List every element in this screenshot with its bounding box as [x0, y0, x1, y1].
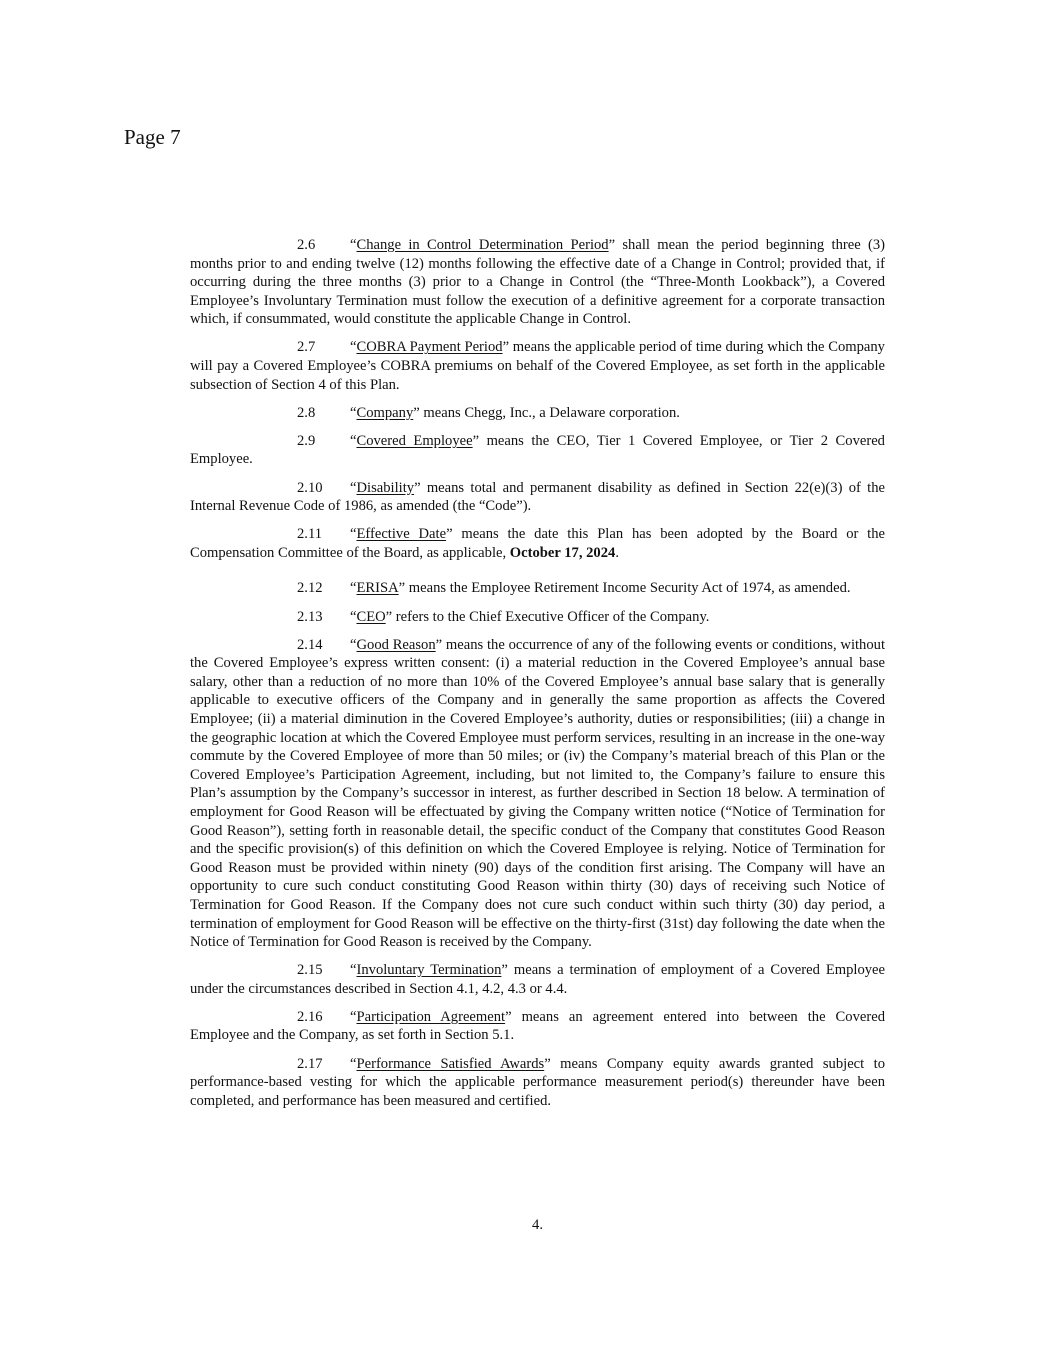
section-2-9: 2.9 “Covered Employee” means the CEO, Tier 1 Covered Employee, or Tier 2 Covered Employee. — [190, 432, 885, 468]
section-2-10: 2.10 “Disability” means total and permanent disability as defined in Section 22(e)(3) of the Internal Revenue Code of 1986, as amended (the “Code”). — [190, 479, 885, 515]
definition-text: means the applicable period of time during which the Company will pay a Covered Employee’s COBRA premiums on behalf of the Covered Employee, as set forth in the applicable subsection of Section 4 of this Plan. — [190, 339, 885, 393]
section-2-7: 2.7 “COBRA Payment Period” means the applicable period of time during which the Company will pay a Covered Employee’s COBRA premiums on behalf of the Covered Employee, as set forth in the applicable subsection of Section 4 of this Plan. — [190, 339, 885, 393]
section-number: 2.9 — [297, 432, 316, 449]
defined-term: Involuntary Termination — [356, 962, 502, 979]
definition-text: means a termination of employment of a Covered Employee under the circumstances described in Section 4.1, 4.2, 4.3 or 4.4. — [190, 962, 885, 997]
document-body — [190, 236, 885, 1120]
definition-text: means an agreement entered into between the Covered Employee and the Company, as set forth in Section 5.1. — [190, 1008, 885, 1044]
section-2-16: 2.16 “Participation Agreement” means an agreement entered into between the Covered Employee and the Company, as set forth in Section 5.1. — [190, 1008, 885, 1044]
section-2-6: 2.6 “Change in Control Determination Period” shall mean the period beginning three (3) months prior to and ending twelve (12) months following the effective date of a Change in Control; provided that, if occurring during the three months (3) prior to a Change in Control (the “Three-Month Lookback”), a Covered Employee’s Involuntary Termination must follow the execution of a definitive agreement for a corporate transaction which, if consummated, would constitute the applicable Change in Control. — [190, 237, 885, 328]
section-number: 2.11 — [297, 526, 322, 543]
defined-term: Covered Employee — [356, 432, 473, 449]
defined-term: CEO — [356, 608, 386, 625]
definition-text: means the Employee Retirement Income Security Act of 1974, as amended. — [405, 580, 851, 597]
definition-text: means Company equity awards granted subject to performance-based vesting for which the applicable performance measurement period(s) thereunder have been completed, and performance has been measured and certified. — [190, 1055, 885, 1109]
definition-text: means the CEO, Tier 1 Covered Employee, or Tier 2 Covered Employee. — [190, 432, 885, 468]
definition-text: means total and permanent disability as defined in Section 22(e)(3) of the Internal Revenue Code of 1986, as amended (the “Code”). — [190, 479, 885, 515]
section-number: 2.14 — [297, 636, 323, 653]
section-number: 2.7 — [297, 339, 316, 356]
defined-term: ERISA — [356, 580, 399, 597]
section-2-17: 2.17 “Performance Satisfied Awards” means Company equity awards granted subject to performance-based vesting for which the applicable performance measurement period(s) thereunder have been completed, and performance has been measured and certified. — [190, 1055, 885, 1109]
section-2-11: 2.11 “Effective Date” means the date this Plan has been adopted by the Board or the Compensation Committee of the Board, as applicable, October 17, 2024. — [190, 526, 886, 561]
page-number: 4. — [532, 1217, 543, 1233]
defined-term: Effective Date — [356, 526, 447, 543]
section-2-13: 2.13 “CEO” refers to the Chief Executive Officer of the Company. — [297, 608, 710, 625]
section-2-14: 2.14 “Good Reason” means the occurrence of any of the following events or conditions, without the Covered Employee’s express written consent: (i) a material reduction in the Covered Employee’s annual base salary, other than a reduction of no more than 10% of the Covered Employee’s annual base salary that is generally applicable to executive officers of the Company and in generally the same proportion as affects the Covered Employee; (ii) a material diminution in the Covered Employee’s authority, duties or responsibilities; (iii) a change in the geographic location at which the Covered Employee must perform services, resulting in an increase in the one-way commute by the Covered Employee of more than 50 miles; or (iv) the Company’s material breach of this Plan or the Covered Employee’s Participation Agreement, including, but not limited to, the Company’s failure to ensure this Plan’s assumption by the Company’s successor in interest, as further described in Section 18 below. A termination of employment for Good Reason will be effectuated by giving the Company written notice (“Notice of Termination for Good Reason”), setting forth in reasonable detail, the specific conduct of the Company that constitutes Good Reason and the specific provision(s) of this definition on which the Covered Employee is relying. Notice of Termination for Good Reason must be provided within ninety (90) days of the condition first arising. The Company will have an opportunity to cure such conduct constituting Good Reason within thirty (30) days of receiving such Notice of Termination for Good Reason. If the Company does not cure such conduct within such thirty (30) day period, a termination of employment for Good Reason will be effective on the thirty-first (31st) day following the date when the Notice of Termination for Good Reason is received by the Company. — [190, 636, 885, 951]
definition-text: means the occurrence of any of the following events or conditions, without the Covered Employee’s express written consent: (i) a material reduction in the Covered Employee’s annual base salary, other than a reduction of no more than 10% of the Covered Employee’s annual base salary that is generally applicable to executive officers of the Company and in generally the same proportion as affects the Covered Employee; (ii) a material diminution in the Covered Employee’s authority, duties or responsibilities; (iii) a change in the geographic location at which the Covered Employee must perform services, resulting in an increase in the one-way commute by the Covered Employee of more than 50 miles; or (iv) the Company’s material breach of this Plan or the Covered Employee’s Participation Agreement, including, but not limited to, the Company’s failure to ensure this Plan’s assumption by the Company’s successor in interest, as further described in Section 18 below. A termination of employment for Good Reason will be effectuated by giving the Company written notice (“Notice of Termination for Good Reason”), setting forth in reasonable detail, the specific conduct of the Company that constitutes Good Reason and the specific provision(s) of this definition on which the Covered Employee is relying. Notice of Termination for Good Reason must be provided within ninety (90) days of the condition first arising. The Company will have an opportunity to cure such conduct constituting Good Reason within thirty (30) days of receiving such Notice of Termination for Good Reason. If the Company does not cure such conduct within such thirty (30) day period, a termination of employment for Good Reason will be effective on the thirty-first (31st) day following the date when the Notice of Termination for Good Reason is received by the Company. — [190, 636, 885, 951]
page-label: Page 7 — [124, 125, 181, 149]
defined-term: Participation Agreement — [356, 1008, 506, 1025]
definition-text: means the date this Plan has been adopted by the Board or the Compensation Committee of the Board, as applicable, — [190, 526, 886, 561]
section-number: 2.17 — [297, 1055, 323, 1072]
effective-date-value: October 17, 2024 — [509, 544, 616, 561]
defined-term: Disability — [356, 479, 415, 496]
defined-term: Change in Control Determination Period — [356, 237, 609, 253]
section-2-15: 2.15 “Involuntary Termination” means a termination of employment of a Covered Employee under the circumstances described in Section 4.1, 4.2, 4.3 or 4.4. — [190, 962, 885, 997]
definition-text: means Chegg, Inc., a Delaware corporation. — [419, 404, 680, 421]
definition-text: refers to the Chief Executive Officer of the Company. — [392, 608, 710, 625]
section-number: 2.6 — [297, 237, 316, 253]
section-number: 2.13 — [297, 608, 323, 625]
section-2-8: 2.8 “Company” means Chegg, Inc., a Delaware corporation. — [297, 404, 680, 421]
section-2-12: 2.12 “ERISA” means the Employee Retirement Income Security Act of 1974, as amended. — [297, 580, 851, 597]
defined-term: COBRA Payment Period — [356, 339, 503, 356]
section-number: 2.16 — [297, 1008, 323, 1025]
defined-term: Performance Satisfied Awards — [356, 1055, 545, 1072]
definition-text: shall mean the period beginning three (3) months prior to and ending twelve (12) months following the effective date of a Change in Control; provided that, if occurring during the three months (3) prior to a Change in Control (the “Three-Month Lookback”), a Covered Employee’s Involuntary Termination must follow the execution of a definitive agreement for a corporate transaction which, if consummated, would constitute the applicable Change in Control. — [190, 237, 885, 328]
section-number: 2.10 — [297, 479, 323, 496]
defined-term: Company — [356, 404, 414, 421]
section-number: 2.8 — [297, 404, 316, 421]
section-number: 2.15 — [297, 962, 323, 979]
section-number: 2.12 — [297, 580, 323, 597]
defined-term: Good Reason — [356, 636, 436, 653]
